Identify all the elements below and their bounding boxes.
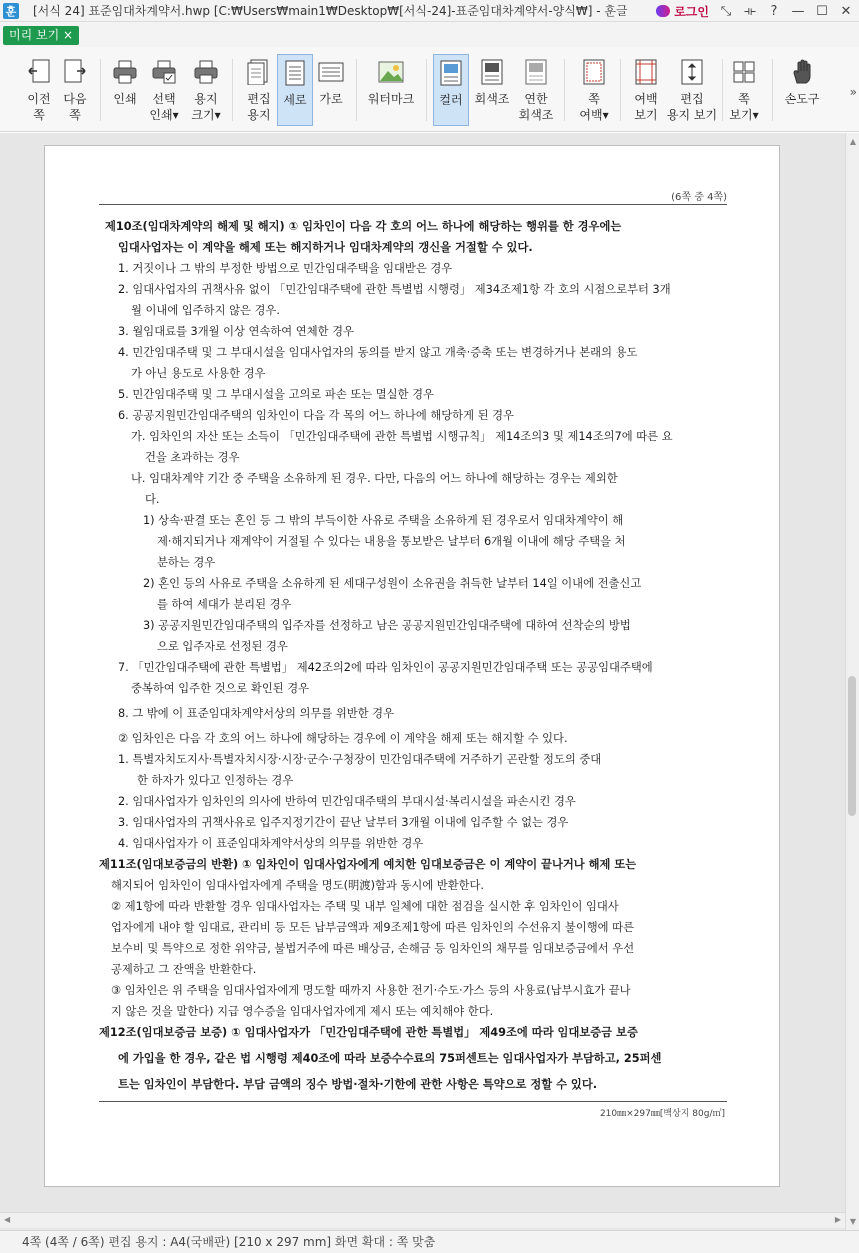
light-gray-button[interactable] — [516, 54, 556, 126]
document-line: 가 아닌 용도로 사용한 경우 — [131, 367, 266, 380]
login-button[interactable] — [656, 3, 709, 20]
login-label: 로그인 — [674, 4, 709, 19]
window-title: [서식 24] 표준임대차계약서.hwp [C:₩Users₩main1₩Desktop₩[서식-24]-표준임대차계약서-양식₩] - 훈글 — [33, 4, 628, 18]
document-line: 건을 초과하는 경우 — [145, 451, 240, 464]
light-gray-label: 연한 회색조 — [518, 92, 554, 122]
document-line: 7. 「민간임대주택에 관한 특별법」 제42조의2에 따라 임차인이 공공지원민간임대주택 또는 공공임대주택에 — [118, 661, 653, 674]
document-line: ② 제1항에 따라 반환할 경우 임대사업자는 주택 및 내부 일체에 대한 점검을 실시한 후 임차인이 임대사 — [111, 900, 619, 913]
page-margin-button[interactable] — [576, 54, 612, 126]
hand-tool-button[interactable] — [782, 54, 822, 126]
prev-page-button[interactable] — [22, 54, 56, 126]
status-bar — [0, 1230, 859, 1253]
edit-paper-view-icon — [679, 59, 705, 85]
maximize-button[interactable]: ☐ — [816, 3, 828, 19]
paper-size-label: 용지 크기▾ — [191, 92, 221, 122]
document-line: 지 않은 것을 말한다) 지급 영수증을 임대사업자에게 제시 또는 예치해야 한다. — [111, 1005, 494, 1018]
document-line: 가. 임차인의 자산 또는 소득이 「민간임대주택에 관한 특별법 시행규칙」 제14조의3 및 제14조의7에 따른 요 — [131, 430, 673, 443]
scroll-up-icon[interactable]: ▲ — [849, 137, 856, 146]
document-line: 3. 월임대료를 3개월 이상 연속하여 연체한 경우 — [118, 325, 354, 338]
toolbar-divider — [426, 59, 427, 121]
document-line: 임대사업자는 이 계약을 해제 또는 해지하거나 임대차계약의 갱신을 거절할 수 있다. — [118, 241, 533, 254]
document-line: 4. 임대사업자가 이 표준임대차계약서상의 의무를 위반한 경우 — [118, 837, 424, 850]
document-line: 3) 공공지원민간임대주택의 입주자를 선정하고 남은 공공지원민간임대주택에 대하여 선착순의 방법 — [143, 619, 631, 632]
title-bar-controls — [656, 0, 853, 22]
document-line: 8. 그 밖에 이 표준임대차계약서상의 의무를 위반한 경우 — [118, 707, 394, 720]
next-page-label: 다음 쪽 — [63, 92, 87, 122]
title-bar — [0, 0, 859, 22]
toolbar-divider — [564, 59, 565, 121]
scroll-left-icon[interactable]: ◀ — [4, 1215, 11, 1224]
document-line: ② 임차인은 다음 각 호의 어느 하나에 해당하는 경우에 이 계약을 해제 또는 해지할 수 있다. — [118, 732, 568, 745]
select-print-button[interactable] — [146, 54, 182, 126]
light-gray-page-icon — [523, 59, 549, 85]
margin-view-icon — [633, 59, 659, 85]
toolbar-divider — [356, 59, 357, 121]
color-button[interactable] — [433, 54, 469, 126]
watermark-label: 워터마크 — [367, 92, 415, 106]
hangul-app-icon[interactable]: 훈 — [3, 3, 19, 19]
toolbar-divider — [620, 59, 621, 121]
edit-paper-label: 편집 용지 — [247, 92, 271, 122]
page-view-button[interactable] — [726, 54, 762, 126]
page-margin-icon — [581, 59, 607, 85]
preview-toolbar — [0, 47, 859, 132]
grayscale-label: 회색조 — [474, 92, 510, 106]
document-line: 업자에게 내야 할 임대료, 관리비 등 모든 납부금액과 제9조제1항에 따른 임차인의 수선유지 불이행에 따른 — [111, 921, 634, 934]
document-line: 분하는 경우 — [157, 556, 216, 569]
document-line: 트는 임차인이 부담한다. 부담 금액의 징수 방법·절차·기한에 관한 사항은 특약으로 정할 수 있다. — [118, 1078, 598, 1091]
footer-rule — [99, 1101, 727, 1102]
select-print-icon — [151, 59, 177, 85]
edit-paper-view-button[interactable] — [666, 54, 718, 126]
split-view-icon[interactable]: ⟛ — [744, 3, 756, 19]
scroll-down-icon[interactable]: ▼ — [849, 1217, 856, 1226]
color-page-icon — [438, 60, 464, 86]
margin-view-label: 여백 보기 — [634, 92, 658, 122]
edit-paper-button[interactable] — [242, 54, 276, 126]
document-line: 5. 민간임대주택 및 그 부대시설을 고의로 파손 또는 멸실한 경우 — [118, 388, 434, 401]
document-line: 3. 임대사업자의 귀책사유로 입주지정기간이 끝난 날부터 3개월 이내에 입주할 수 없는 경우 — [118, 816, 569, 829]
document-line: 나. 임대차계약 기간 중 주택을 소유하게 된 경우. 다만, 다음의 어느 하나에 해당하는 경우는 제외한 — [131, 472, 618, 485]
document-line: 에 가입을 한 경우, 같은 법 시행령 제40조에 따라 보증수수료의 75퍼센트는 임대사업자가 부담하고, 25퍼센 — [118, 1052, 662, 1065]
hand-icon — [789, 59, 815, 85]
select-print-label: 선택 인쇄▾ — [149, 92, 179, 122]
toolbar-divider — [100, 59, 101, 121]
page-view-icon — [731, 59, 757, 85]
horizontal-scrollbar[interactable] — [0, 1212, 845, 1228]
document-line: 으로 입주자로 선정된 경우 — [157, 640, 288, 653]
print-label: 인쇄 — [113, 92, 137, 106]
landscape-button[interactable] — [314, 54, 348, 126]
document-line: 다. — [145, 493, 160, 506]
edit-paper-icon — [246, 59, 272, 85]
document-line: 보수비 및 특약으로 정한 위약금, 불법거주에 따른 배상금, 손해금 등 임차인의 채무를 임대보증금에서 우선 — [111, 942, 635, 955]
landscape-icon — [318, 59, 344, 85]
document-line: 2) 혼인 등의 사유로 주택을 소유하게 된 세대구성원이 소유권을 취득한 날부터 14일 이내에 전출신고 — [143, 577, 642, 590]
tab-row — [0, 22, 859, 47]
next-page-icon — [62, 59, 88, 85]
document-line: ③ 임차인은 위 주택을 임대사업자에게 명도할 때까지 사용한 전기·수도·가스 등의 사용료(납부시효가 끝나 — [111, 984, 631, 997]
document-line: 제10조(임대차계약의 해제 및 해지) ① 임차인이 다음 각 호의 어느 하나에 해당하는 행위를 한 경우에는 — [105, 220, 622, 233]
paper-size-icon — [193, 59, 219, 85]
document-line: 월 이내에 입주하지 않은 경우. — [131, 304, 280, 317]
document-line: 2. 임대사업자의 귀책사유 없이 「민간임대주택에 관한 특별법 시행령」 제34조제1항 각 호의 시점으로부터 3개 — [118, 283, 671, 296]
close-button[interactable]: ✕ — [840, 3, 852, 19]
minimize-button[interactable]: — — [791, 3, 805, 19]
document-line: 2. 임대사업자가 임차인의 의사에 반하여 민간임대주택의 부대시설·복리시설을 파손시킨 경우 — [118, 795, 576, 808]
printer-icon — [112, 59, 138, 85]
document-line: 제11조(임대보증금의 반환) ① 임차인이 임대사업자에게 예치한 임대보증금은 이 계약이 끝나거나 해제 또는 — [99, 858, 637, 871]
grayscale-page-icon — [479, 59, 505, 85]
user-icon — [656, 5, 670, 17]
prev-page-label: 이전 쪽 — [27, 92, 51, 122]
document-line: 를 하여 세대가 분리된 경우 — [157, 598, 292, 611]
document-line: 제·해지되거나 재계약이 거절될 수 있다는 내용을 통보받은 날부터 6개월 이내에 해당 주택을 처 — [157, 535, 626, 548]
print-button[interactable] — [108, 54, 142, 126]
color-label: 컬러 — [439, 93, 463, 107]
edit-paper-view-label: 편집 용지 보기 — [666, 92, 718, 122]
paper-size-button[interactable] — [188, 54, 224, 126]
page-view-label: 쪽 보기▾ — [729, 92, 759, 122]
fullscreen-icon[interactable]: ⤡ — [720, 3, 732, 19]
hand-tool-label: 손도구 — [784, 92, 820, 106]
document-line: 6. 공공지원민간임대주택의 임차인이 다음 각 목의 어느 하나에 해당하게 된 경우 — [118, 409, 514, 422]
document-line: 1. 거짓이나 그 밖의 부정한 방법으로 민간임대주택을 임대받은 경우 — [118, 262, 453, 275]
document-line: 4. 민간임대주택 및 그 부대시설을 임대사업자의 동의를 받지 않고 개축·증축 또는 변경하거나 본래의 용도 — [118, 346, 638, 359]
toolbar-divider — [772, 59, 773, 121]
margin-view-button[interactable] — [628, 54, 664, 126]
scroll-right-icon[interactable]: ▶ — [834, 1215, 841, 1224]
page-margin-label: 쪽 여백▾ — [579, 92, 609, 122]
header-rule — [99, 204, 727, 205]
tab-preview[interactable]: 미리 보기 × — [3, 26, 79, 45]
landscape-label: 가로 — [319, 92, 343, 106]
paper-spec-note: 210㎜×297㎜[백상지 80g/㎡] — [599, 1109, 725, 1119]
document-line: 1) 상속·판결 또는 혼인 등 그 밖의 부득이한 사유로 주택을 소유하게 된 경우로서 임대차계약이 해 — [143, 514, 624, 527]
portrait-button[interactable] — [277, 54, 313, 126]
grayscale-button[interactable] — [472, 54, 512, 126]
document-page — [44, 145, 780, 1187]
portrait-label: 세로 — [283, 93, 307, 107]
document-line: 한 하자가 있다고 인정하는 경우 — [137, 774, 294, 787]
status-text: 4쪽 (4쪽 / 6쪽) 편집 용지 : A4(국배판) [210 x 297 mm] 화면 확대 : 쪽 맞춤 — [22, 1235, 436, 1249]
watermark-icon — [378, 59, 404, 85]
next-page-button[interactable] — [58, 54, 92, 126]
toolbar-more-icon[interactable]: » — [849, 85, 857, 99]
document-line: 중복하여 입주한 것으로 확인된 경우 — [131, 682, 310, 695]
document-line: 공제하고 그 잔액을 반환한다. — [111, 963, 257, 976]
prev-page-icon — [26, 59, 52, 85]
portrait-icon — [282, 60, 308, 86]
document-line: 해지되어 임차인이 임대사업자에게 주택을 명도(明渡)함과 동시에 반환한다. — [111, 879, 485, 892]
document-line: 제12조(임대보증금 보증) ① 임대사업자가 「민간임대주택에 관한 특별법」 제49조에 따라 임대보증금 보증 — [99, 1026, 638, 1039]
toolbar-divider — [232, 59, 233, 121]
watermark-button[interactable] — [366, 54, 416, 126]
vertical-scroll-thumb[interactable] — [848, 676, 856, 816]
toolbar-divider — [722, 59, 723, 121]
page-counter: (6쪽 중 4쪽) — [671, 192, 727, 203]
document-line: 1. 특별자치도지사·특별자치시장·시장·군수·구청장이 민간임대주택에 거주하기 곤란할 정도의 중대 — [118, 753, 602, 766]
help-button[interactable]: ? — [770, 3, 778, 19]
